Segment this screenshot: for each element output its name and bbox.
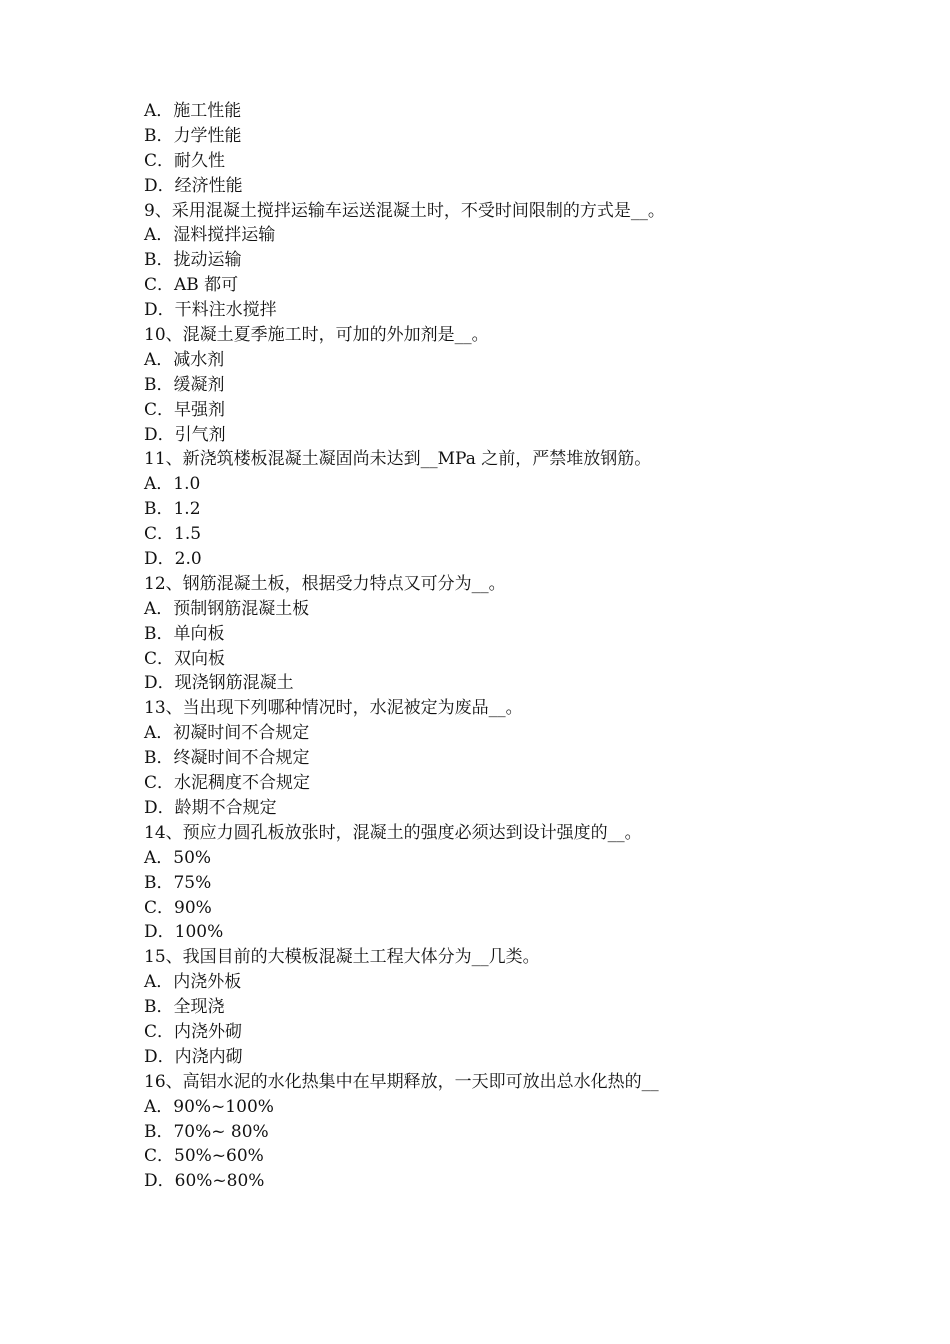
- option-b: B．终凝时间不合规定: [144, 748, 310, 769]
- question-14: 14、预应力圆孔板放张时，混凝土的强度必须达到设计强度的__。: [144, 822, 642, 843]
- question-13: 13、当出现下列哪种情况时，水泥被定为废品__。: [144, 698, 523, 719]
- option-a: A．初凝时间不合规定: [144, 723, 310, 744]
- option-a: A．施工性能: [144, 101, 242, 121]
- option-a: A．减水剂: [144, 349, 225, 370]
- option-a: A．50%: [144, 847, 212, 868]
- option-c: C．1.5: [144, 524, 202, 545]
- question-15: 15、我国目前的大模板混凝土工程大体分为__几类。: [144, 947, 540, 968]
- option-d: D．60%~80%: [144, 1171, 265, 1192]
- question-11: 11、新浇筑楼板混凝土凝固尚未达到__MPa 之前，严禁堆放钢筋。: [144, 449, 652, 470]
- option-d: D．引气剂: [144, 424, 226, 445]
- option-c: C．AB 都可: [144, 275, 239, 296]
- question-12: 12、钢筋混凝土板，根据受力特点又可分为__。: [144, 573, 506, 594]
- option-a: A．内浇外板: [144, 972, 242, 993]
- option-c: C．水泥稠度不合规定: [144, 773, 311, 794]
- option-b: B．力学性能: [144, 125, 242, 146]
- option-b: B．全现浇: [144, 997, 225, 1018]
- option-b: B．70%~ 80%: [144, 1121, 269, 1142]
- question-16: 16、高铝水泥的水化热集中在早期释放，一天即可放出总水化热的__: [144, 1071, 659, 1092]
- option-d: D．干料注水搅拌: [144, 300, 277, 321]
- option-b: B．单向板: [144, 623, 225, 644]
- option-d: D．100%: [144, 922, 224, 943]
- option-b: B．75%: [144, 872, 212, 893]
- option-c: C．耐久性: [144, 150, 226, 171]
- option-d: D．现浇钢筋混凝土: [144, 673, 294, 694]
- option-d: D．龄期不合规定: [144, 797, 277, 818]
- option-c: C．早强剂: [144, 399, 226, 420]
- option-b: B．1.2: [144, 499, 201, 520]
- option-c: C．50%~60%: [144, 1146, 264, 1167]
- option-c: C．90%: [144, 897, 212, 918]
- option-d: D．经济性能: [144, 175, 243, 196]
- option-a: A．1.0: [144, 474, 201, 495]
- option-c: C．双向板: [144, 648, 226, 669]
- option-c: C．内浇外砌: [144, 1021, 243, 1042]
- question-9: 9、采用混凝土搅拌运输车运送混凝土时，不受时间限制的方式是__。: [144, 200, 665, 221]
- question-list: [144, 99, 844, 1194]
- option-d: D．内浇内砌: [144, 1046, 243, 1067]
- option-a: A．预制钢筋混凝土板: [144, 598, 310, 619]
- option-b: B．缓凝剂: [144, 374, 225, 395]
- option-a: A．湿料搅拌运输: [144, 225, 276, 246]
- question-10: 10、混凝土夏季施工时，可加的外加剂是__。: [144, 325, 489, 346]
- option-a: A．90%~100%: [144, 1096, 274, 1117]
- option-d: D．2.0: [144, 549, 202, 570]
- option-b: B．拢动运输: [144, 250, 242, 271]
